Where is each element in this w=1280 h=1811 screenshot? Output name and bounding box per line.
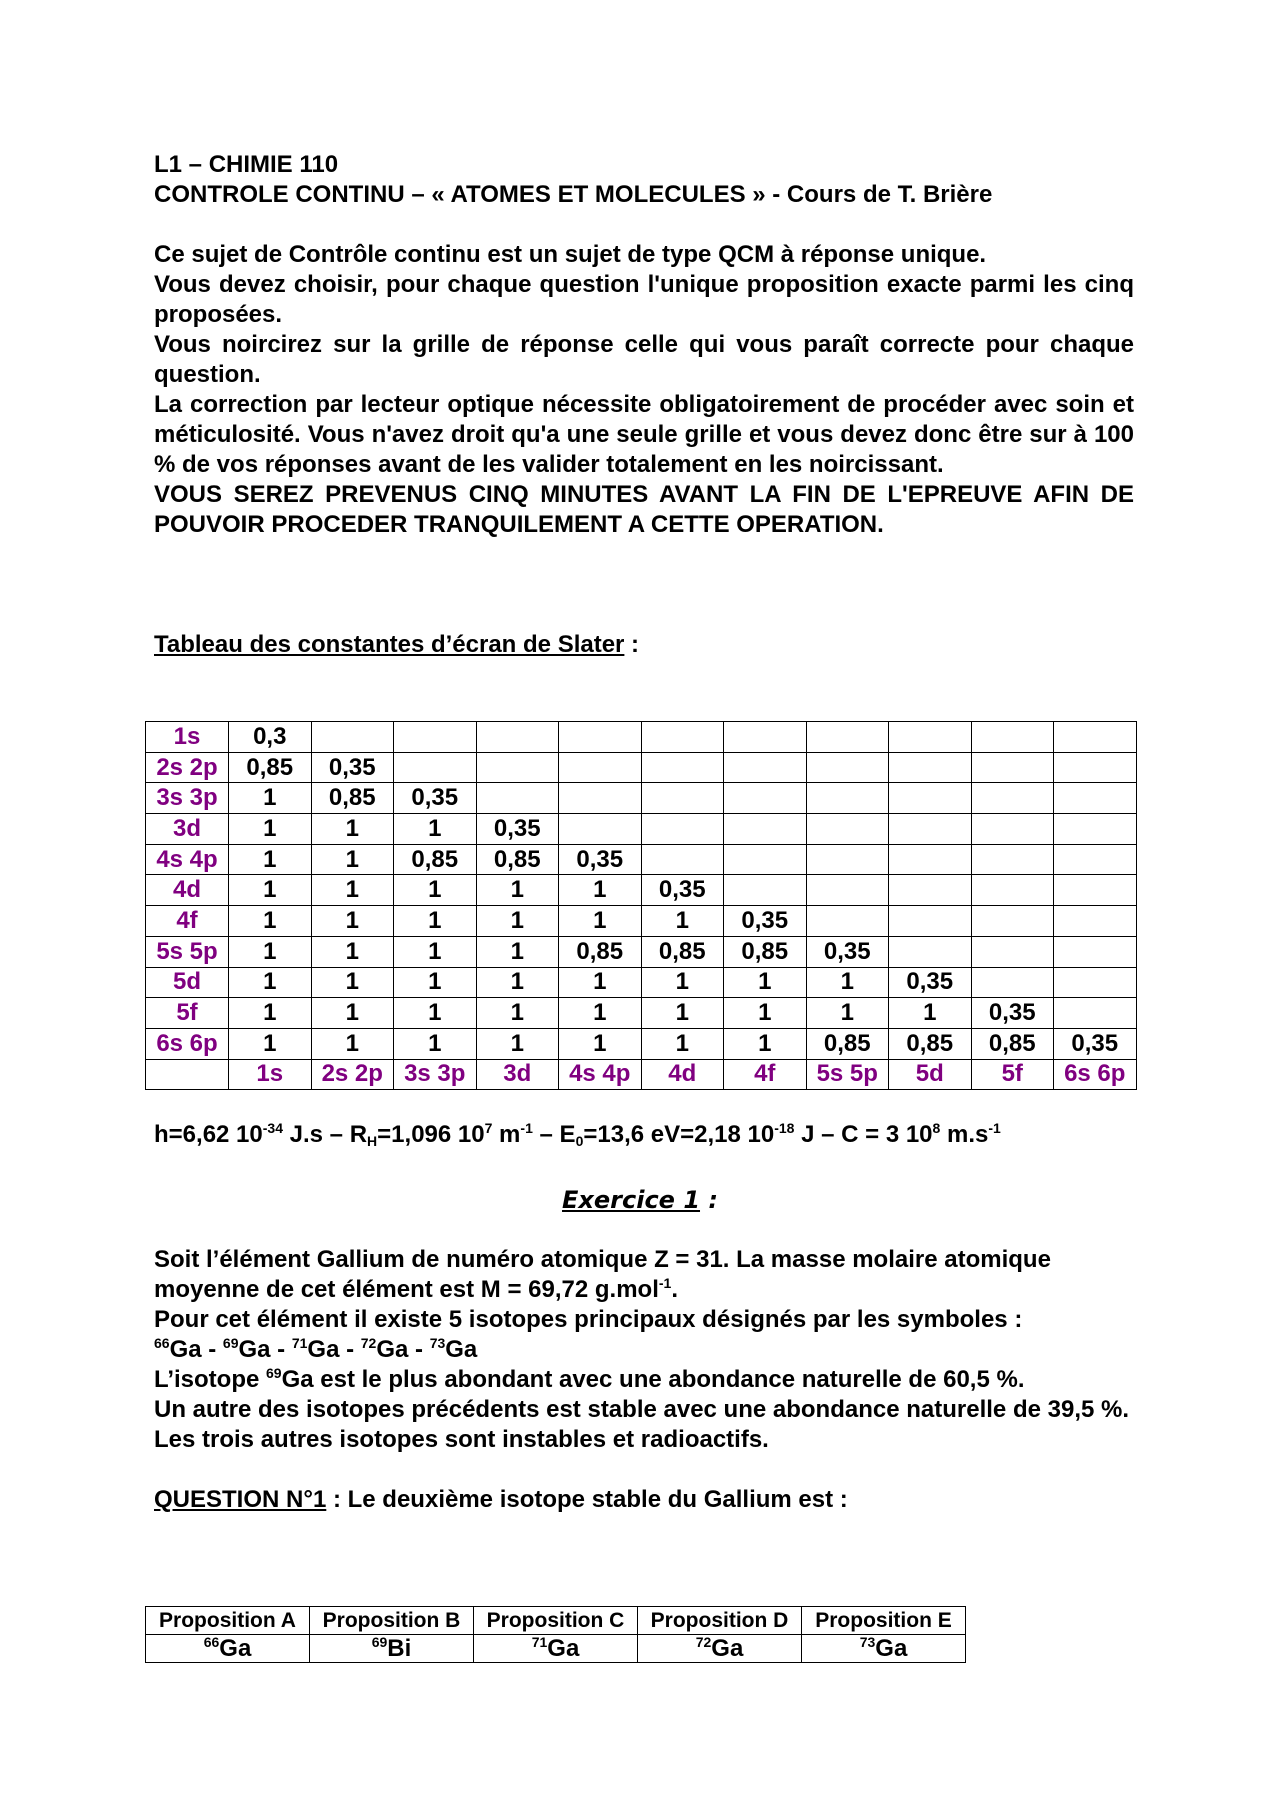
slater-column-label: 5f <box>971 1059 1054 1090</box>
slater-cell: 1 <box>311 936 394 967</box>
proposition-d-label: Proposition D <box>638 1607 802 1635</box>
slater-cell: 1 <box>311 998 394 1029</box>
slater-cell: 1 <box>311 814 394 845</box>
slater-cell: 0,35 <box>1054 1028 1137 1059</box>
proposition-symbol: Ga <box>219 1634 252 1662</box>
slater-cell: 1 <box>394 998 477 1029</box>
slater-cell: 0,35 <box>724 906 807 937</box>
slater-row-label: 3d <box>146 814 229 845</box>
slater-row-label: 4d <box>146 875 229 906</box>
exercise-paragraph-2: Pour cet élément il existe 5 isotopes principaux désignés par les symboles : <box>154 1306 1023 1333</box>
slater-cell: 1 <box>476 936 559 967</box>
exercise-paragraph-5: Les trois autres isotopes sont instables et radioactifs. <box>154 1426 769 1453</box>
slater-cell <box>1054 752 1137 783</box>
exercise-p3-rest: Ga est le plus abondant avec une abondance naturelle de 60,5 %. <box>281 1366 1025 1393</box>
slater-cell <box>971 875 1054 906</box>
proposition-mass: 72 <box>695 1633 712 1650</box>
slater-column-label: 3s 3p <box>394 1059 477 1090</box>
proposition-symbol: Ga <box>875 1634 908 1662</box>
slater-cell: 1 <box>641 906 724 937</box>
slater-cell <box>971 967 1054 998</box>
slater-row <box>146 783 1137 814</box>
slater-cell: 1 <box>889 998 972 1029</box>
constant-e0: =13,6 eV=2,18 10 <box>583 1121 775 1148</box>
slater-cell: 1 <box>311 906 394 937</box>
exercise-p1-text: Soit l’élément Gallium de numéro atomique Z = 31. La masse molaire atomique moyenne de cet élément est M = 69,72 g.mol <box>154 1246 1051 1303</box>
slater-cell <box>806 722 889 753</box>
exercise-p3-text: L’isotope <box>154 1366 267 1393</box>
slater-cell: 1 <box>641 967 724 998</box>
slater-cell <box>971 814 1054 845</box>
slater-cell: 1 <box>229 783 312 814</box>
slater-row-label: 1s <box>146 722 229 753</box>
slater-cell <box>641 844 724 875</box>
slater-cell <box>971 722 1054 753</box>
slater-heading <box>154 630 1134 660</box>
slater-cell: 1 <box>229 875 312 906</box>
exercise-p1-exp: -1 <box>658 1275 672 1291</box>
slater-cell: 1 <box>394 1028 477 1059</box>
slater-cell: 1 <box>476 967 559 998</box>
constant-h-exp: -34 <box>262 1120 283 1136</box>
slater-cell <box>1054 936 1137 967</box>
slater-cell <box>1054 722 1137 753</box>
slater-cell: 0,85 <box>724 936 807 967</box>
slater-cell <box>971 936 1054 967</box>
slater-title-suffix: : <box>624 631 640 658</box>
slater-cell: 1 <box>476 1028 559 1059</box>
slater-row <box>146 936 1137 967</box>
slater-table-body <box>146 722 1137 1090</box>
slater-cell: 0,35 <box>311 752 394 783</box>
slater-cell: 1 <box>476 998 559 1029</box>
isotope-symbol: Ga - <box>376 1336 430 1363</box>
slater-cell <box>559 752 642 783</box>
proposition-symbol: Ga <box>547 1634 580 1662</box>
slater-cell <box>1054 906 1137 937</box>
slater-row <box>146 967 1137 998</box>
slater-cell <box>889 814 972 845</box>
slater-cell: 1 <box>311 844 394 875</box>
slater-cell <box>394 752 477 783</box>
slater-column-label: 4f <box>724 1059 807 1090</box>
exercise-paragraph-1 <box>154 1245 1134 1305</box>
slater-cell <box>1054 967 1137 998</box>
slater-cell <box>806 752 889 783</box>
proposition-a-answer <box>146 1635 310 1663</box>
slater-cell <box>559 814 642 845</box>
slater-column-label: 2s 2p <box>311 1059 394 1090</box>
slater-cell: 1 <box>476 906 559 937</box>
slater-cell <box>889 783 972 814</box>
slater-cell <box>1054 998 1137 1029</box>
slater-cell: 1 <box>806 967 889 998</box>
slater-column-label: 1s <box>229 1059 312 1090</box>
slater-column-label: 3d <box>476 1059 559 1090</box>
slater-cell <box>1054 814 1137 845</box>
slater-row-label: 2s 2p <box>146 752 229 783</box>
constant-c-unit-exp: -1 <box>988 1120 1001 1136</box>
slater-cell <box>724 722 807 753</box>
slater-cell: 0,35 <box>806 936 889 967</box>
slater-cell <box>971 844 1054 875</box>
slater-cell <box>724 783 807 814</box>
propositions-answer-row <box>146 1635 966 1663</box>
slater-row <box>146 906 1137 937</box>
isotope-symbol: Ga <box>445 1336 478 1363</box>
slater-cell: 0,35 <box>971 998 1054 1029</box>
slater-row <box>146 875 1137 906</box>
slater-cell: 1 <box>724 998 807 1029</box>
question-1 <box>154 1485 1134 1515</box>
question-label: QUESTION N°1 <box>154 1486 327 1513</box>
slater-table <box>145 721 1137 1090</box>
exercise-p3-mass: 69 <box>266 1365 282 1381</box>
slater-cell <box>806 844 889 875</box>
slater-cell: 0,35 <box>476 814 559 845</box>
slater-cell: 0,85 <box>641 936 724 967</box>
slater-cell <box>641 722 724 753</box>
slater-cell: 1 <box>394 875 477 906</box>
slater-row <box>146 844 1137 875</box>
proposition-b-label: Proposition B <box>310 1607 474 1635</box>
slater-cell: 0,35 <box>889 967 972 998</box>
proposition-mass: 73 <box>859 1633 876 1650</box>
slater-row-label: 5s 5p <box>146 936 229 967</box>
proposition-c-label: Proposition C <box>474 1607 638 1635</box>
slater-cell: 1 <box>394 814 477 845</box>
isotope-mass: 66 <box>154 1335 170 1351</box>
slater-cell: 1 <box>806 998 889 1029</box>
slater-cell: 0,85 <box>806 1028 889 1059</box>
constant-rh-exp: 7 <box>484 1120 493 1136</box>
slater-cell: 1 <box>476 875 559 906</box>
slater-cell <box>311 722 394 753</box>
proposition-mass: 71 <box>531 1633 548 1650</box>
instruction-1: Ce sujet de Contrôle continu est un sujet de type QCM à réponse unique. <box>154 241 987 268</box>
constant-c-unit: m.s <box>940 1121 989 1148</box>
slater-cell <box>1054 844 1137 875</box>
slater-cell <box>806 814 889 845</box>
constant-c-exp: 8 <box>932 1120 941 1136</box>
slater-column-label: 4d <box>641 1059 724 1090</box>
slater-cell <box>889 844 972 875</box>
proposition-c-answer <box>474 1635 638 1663</box>
slater-cell <box>1054 875 1137 906</box>
document-header <box>154 150 1134 660</box>
instruction-4: La correction par lecteur optique nécessite obligatoirement de procéder avec soin et méticulosité. Vous n'avez droit qu'a une seule grille et vous devez donc être sur à 100 % de vos réponses avant de les valider totalement en les noircissant. <box>154 391 1134 478</box>
slater-cell: 1 <box>229 814 312 845</box>
slater-cell: 0,85 <box>311 783 394 814</box>
constant-h: h=6,62 10 <box>154 1121 263 1148</box>
slater-cell: 0,85 <box>971 1028 1054 1059</box>
slater-cell <box>641 783 724 814</box>
slater-cell: 1 <box>229 967 312 998</box>
exercise-body <box>154 1245 1134 1515</box>
proposition-a-label: Proposition A <box>146 1607 310 1635</box>
slater-cell: 0,85 <box>394 844 477 875</box>
question-text: : Le deuxième isotope stable du Gallium est : <box>326 1486 848 1513</box>
isotope-symbol: Ga - <box>307 1336 361 1363</box>
slater-column-label: 6s 6p <box>1054 1059 1137 1090</box>
slater-cell: 1 <box>229 936 312 967</box>
proposition-e-label: Proposition E <box>802 1607 966 1635</box>
constant-e0-prefix: – E <box>532 1121 576 1148</box>
slater-cell <box>641 752 724 783</box>
proposition-mass: 66 <box>203 1633 220 1650</box>
proposition-b-answer <box>310 1635 474 1663</box>
slater-cell <box>476 783 559 814</box>
instruction-2: Vous devez choisir, pour chaque question l'unique proposition exacte parmi les cinq proposées. <box>154 271 1134 328</box>
slater-cell <box>889 906 972 937</box>
slater-cell <box>394 722 477 753</box>
slater-cell: 0,35 <box>559 844 642 875</box>
slater-cell: 0,85 <box>229 752 312 783</box>
slater-cell: 0,3 <box>229 722 312 753</box>
exam-title: CONTROLE CONTINU – « ATOMES ET MOLECULES » - Cours de T. Brière <box>154 181 993 208</box>
slater-cell: 1 <box>559 998 642 1029</box>
slater-cell <box>641 814 724 845</box>
isotope-mass: 73 <box>429 1335 446 1351</box>
slater-row <box>146 722 1137 753</box>
slater-cell: 1 <box>724 967 807 998</box>
slater-cell <box>476 722 559 753</box>
slater-cell <box>889 936 972 967</box>
slater-row-label: 3s 3p <box>146 783 229 814</box>
slater-cell <box>971 783 1054 814</box>
slater-cell: 1 <box>311 875 394 906</box>
slater-row-label: 6s 6p <box>146 1028 229 1059</box>
slater-cell <box>889 752 972 783</box>
slater-row <box>146 998 1137 1029</box>
constant-e0-sub: 0 <box>575 1133 584 1149</box>
propositions-table <box>145 1606 966 1663</box>
constant-rh-unit-exp: -1 <box>520 1120 533 1136</box>
propositions-header-row <box>146 1607 966 1635</box>
exercise-paragraph-4: Un autre des isotopes précédents est stable avec une abondance naturelle de 39,5 %. <box>154 1396 1130 1423</box>
exercise-paragraph-3 <box>154 1365 1134 1395</box>
slater-cell <box>559 783 642 814</box>
constant-rh: =1,096 10 <box>377 1121 485 1148</box>
slater-row <box>146 814 1137 845</box>
isotope-mass: 72 <box>360 1335 377 1351</box>
slater-cell <box>806 906 889 937</box>
slater-cell: 0,85 <box>889 1028 972 1059</box>
slater-corner-cell <box>146 1059 229 1090</box>
constant-rh-unit: m <box>492 1121 521 1148</box>
exercise-p1-end: . <box>671 1276 678 1303</box>
exercise-title <box>0 1186 1280 1214</box>
slater-cell <box>476 752 559 783</box>
slater-cell <box>1054 783 1137 814</box>
slater-cell: 1 <box>229 906 312 937</box>
proposition-d-answer <box>638 1635 802 1663</box>
slater-cell: 1 <box>229 998 312 1029</box>
slater-row-label: 5d <box>146 967 229 998</box>
instruction-3: Vous noircirez sur la grille de réponse celle qui vous paraît correcte pour chaque question. <box>154 331 1134 388</box>
constant-h-unit: J.s – R <box>282 1121 368 1148</box>
slater-cell: 0,35 <box>394 783 477 814</box>
isotope-mass: 69 <box>222 1335 239 1351</box>
slater-cell: 1 <box>559 967 642 998</box>
proposition-symbol: Ga <box>711 1634 744 1662</box>
slater-cell: 0,85 <box>559 936 642 967</box>
slater-cell <box>889 722 972 753</box>
slater-cell <box>559 722 642 753</box>
instruction-5: VOUS SEREZ PREVENUS CINQ MINUTES AVANT LA FIN DE L'EPREUVE AFIN DE POUVOIR PROCEDER TRANQUILEMENT A CETTE OPERATION. <box>154 481 1134 538</box>
proposition-e-answer <box>802 1635 966 1663</box>
course-title: L1 – CHIMIE 110 <box>154 151 339 178</box>
slater-column-header-row <box>146 1059 1137 1090</box>
slater-cell: 1 <box>229 1028 312 1059</box>
slater-row <box>146 752 1137 783</box>
slater-cell <box>724 844 807 875</box>
slater-cell <box>724 875 807 906</box>
slater-cell <box>971 752 1054 783</box>
slater-row-label: 4f <box>146 906 229 937</box>
slater-column-label: 5d <box>889 1059 972 1090</box>
slater-cell: 0,35 <box>641 875 724 906</box>
slater-cell: 1 <box>311 967 394 998</box>
isotope-list <box>154 1335 1134 1365</box>
slater-cell <box>806 783 889 814</box>
slater-cell <box>724 752 807 783</box>
physical-constants <box>154 1120 1001 1150</box>
slater-cell <box>889 875 972 906</box>
isotope-mass: 71 <box>291 1335 308 1351</box>
slater-cell <box>971 906 1054 937</box>
slater-cell: 1 <box>641 1028 724 1059</box>
slater-cell: 1 <box>394 906 477 937</box>
slater-column-label: 5s 5p <box>806 1059 889 1090</box>
slater-column-label: 4s 4p <box>559 1059 642 1090</box>
constant-rh-sub: H <box>367 1133 378 1149</box>
slater-cell: 0,85 <box>476 844 559 875</box>
isotope-symbol: Ga - <box>238 1336 292 1363</box>
slater-cell: 1 <box>559 875 642 906</box>
slater-cell: 1 <box>394 967 477 998</box>
slater-cell: 1 <box>724 1028 807 1059</box>
slater-cell <box>806 875 889 906</box>
slater-row-label: 4s 4p <box>146 844 229 875</box>
slater-cell: 1 <box>311 1028 394 1059</box>
slater-cell: 1 <box>559 1028 642 1059</box>
slater-row <box>146 1028 1137 1059</box>
proposition-symbol: Bi <box>387 1634 412 1662</box>
proposition-mass: 69 <box>371 1633 388 1650</box>
slater-cell <box>724 814 807 845</box>
slater-row-label: 5f <box>146 998 229 1029</box>
slater-cell: 1 <box>641 998 724 1029</box>
constant-c: J – C = 3 10 <box>794 1121 933 1148</box>
slater-cell: 1 <box>394 936 477 967</box>
slater-title: Tableau des constantes d’écran de Slater <box>154 631 625 658</box>
constant-e0-exp: -18 <box>774 1120 795 1136</box>
slater-cell: 1 <box>559 906 642 937</box>
slater-cell: 1 <box>229 844 312 875</box>
isotope-symbol: Ga - <box>169 1336 223 1363</box>
exercise-title-suffix: : <box>700 1186 718 1214</box>
exercise-title-text: Exercice 1 <box>562 1186 701 1214</box>
